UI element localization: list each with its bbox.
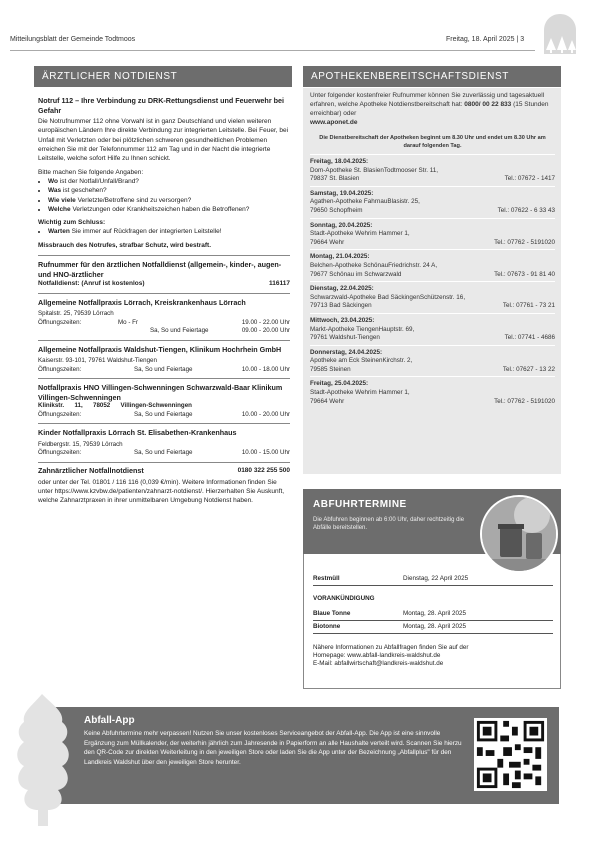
waste-bins-photo (480, 495, 558, 573)
section-heading-aerztlicher-notdienst: ÄRZTLICHER NOTDIENST (34, 66, 292, 87)
apotheken-entry: Freitag, 18.04.2025: Dom-Apotheke St. BlasienTodtmooser Str. 11, 79837 St. Blasien Tel.: 07672 - 1417 (310, 154, 555, 186)
list-item: • Wo ist der Notfall/Unfall/Brand? (48, 177, 290, 186)
clinic-hours-row: Öffnungszeiten: Sa, So und Feiertage 10.00 - 20.00 Uhr (38, 410, 290, 418)
vorankuendigung-title: VORANKÜNDIGUNG (313, 595, 375, 602)
header-date-page: Freitag, 18. April 2025 | 3 (446, 36, 525, 43)
missbrauch-notice: Missbrauch des Notrufes, strafbar Schutz, wird bestraft. (38, 241, 212, 249)
clinic-villingen (38, 383, 290, 419)
clinic-title: Kinder Notfallpraxis Lörrach St. Elisabethen-Krankenhaus (38, 428, 237, 438)
rufnummer-title: Rufnummer für den ärztlichen Notfalldienst (allgemein-, kinder-, augen- und HNO-ärztlicher (38, 260, 282, 279)
zahn-row (38, 466, 290, 476)
clinic-waldshut (38, 345, 290, 375)
abfuhr-subtitle: Die Abfuhren beginnen ab 6:00 Uhr, daher rechtzeitig die Abfälle bereitstellen. (313, 517, 465, 531)
list-item: • Welche Verletzungen oder Krankheitszeichen haben die Betroffenen? (48, 205, 290, 214)
abfall-app-text: Keine Abfuhrtermine mehr verpassen! Nutzen Sie unser kostenloses Serviceangebot der Abfall-App. Die App ist eine sinnvolle Ergänzung zum Müllkalender, der weiterhin jährlich zum Jahresende in Papierform an alle Haushalte verteilt wird. Scannen Sie hierzu den QR-Code zur direkten Weiterleitung in den jeweiligen Store oder laden Sie die App unter der Bezeichnung „Abfallplus" für den Landkreis Waldshut über den jeweiligen Store herunter. (84, 730, 462, 766)
header-publication: Mitteilungsblatt der Gemeinde Todtmoos (10, 36, 136, 43)
rufnummer-label: Notfalldienst: (Anruf ist kostenlos) (38, 280, 145, 288)
restmuell-row: Restmüll Dienstag, 22 April 2025 (313, 573, 553, 586)
apotheken-content (310, 91, 555, 408)
apotheken-intro: Unter folgender kostenfreier Rufnummer können Sie zuverlässig und tagesaktuell erfahren, welche Apotheke Notdienstbereitschaft hat: 0800/ 00 22 833 (15 Stunden erreichbar) oder www.aponet.de (310, 91, 555, 127)
apotheken-entry: Montag, 21.04.2025: Belchen-Apotheke SchönauFriedrichstr. 24 A, 79677 Schönau im Schwarzwald Tel.: 07673 - 91 81 40 (310, 249, 555, 281)
apotheken-entry: Sonntag, 20.04.2025: Stadt-Apotheke Wehrim Hammer 1, 79664 Wehr Tel.: 07762 - 5191020 (310, 218, 555, 250)
apotheken-entry: Freitag, 25.04.2025: Stadt-Apotheke Wehrim Hammer 1, 79664 Wehr Tel.: 07762 - 5191020 (310, 376, 555, 408)
abfuhr-title: ABFUHRTERMINE (313, 499, 407, 510)
apotheken-web-link[interactable]: www.aponet.de (310, 119, 358, 126)
clinic-hours-row: Öffnungszeiten: Mo - Fr 19.00 - 22.00 Uhr (38, 318, 290, 326)
apotheken-entry: Donnerstag, 24.04.2025: Apotheke am Eck SteinenKirchstr. 2, 79585 Steinen Tel.: 07627 - 13 22 (310, 345, 555, 377)
section-heading-apotheken: APOTHEKENBEREITSCHAFTSDIENST (303, 66, 561, 87)
clinic-title: Allgemeine Notfallpraxis Lörrach, Kreiskrankenhaus Lörrach (38, 297, 246, 307)
apotheken-note: Die Dienstbereitschaft der Apotheken beginnt um 8.30 Uhr und endet um 8.30 Uhr am darauf folgenden Tag. (319, 135, 546, 149)
clinic-address: Kaiserstr. 93-101, 79761 Waldshut-Tiengen (38, 357, 157, 365)
aerztlicher-notdienst-content (38, 96, 290, 505)
angaben-list (38, 177, 290, 214)
clinic-hours-row: Sa, So und Feiertage 09.00 - 20.00 Uhr (150, 327, 290, 335)
clinic-hours-row: Öffnungszeiten: Sa, So und Feiertage 10.00 - 15.00 Uhr (38, 449, 290, 457)
notruf-title: Notruf 112 – Ihre Verbindung zu DRK-Rettungsdienst und Feuerwehr bei Gefahr (38, 96, 284, 115)
abfuhr-homepage-link[interactable]: Homepage: www.abfall-landkreis-waldshut.de (313, 652, 441, 659)
clinic-kinder-loerrach (38, 428, 290, 458)
divider (38, 293, 290, 294)
header-rule (10, 50, 535, 51)
apotheken-entry: Samstag, 19.04.2025: Agathen-Apotheke FahrnauBlasistr. 25, 79650 Schopfheim Tel.: 07622 - 6 33 43 (310, 186, 555, 218)
apotheken-entry: Mittwoch, 23.04.2025: Markt-Apotheke TiengenHauptstr. 69, 79761 Waldshut-Tiengen Tel.: 07741 - 4686 (310, 313, 555, 345)
clinic-title: Allgemeine Notfallpraxis Waldshut-Tiengen, Klinikum Hochrhein GmbH (38, 344, 282, 354)
apotheken-entry: Dienstag, 22.04.2025: Schwarzwald-Apotheke Bad SäckingenSchützenstr. 16, 79713 Bad Säckingen Tel.: 07761 - 73 21 (310, 281, 555, 313)
zahn-title: Zahnärztlicher Notfallnotdienst (38, 465, 144, 475)
divider (38, 378, 290, 379)
notruf-text: Die Notrufnummer 112 ohne Vorwahl ist in ganz Deutschland und vielen weiteren europäischen Ländern Ihre direkte Verbindung zur integrierten Leitstelle. Bei Feuer, bei Unfall mit Verletzten oder bei plötzlichen schweren gesundheitlichen Problemen erreichen Sie mit der Telefonnummer 112 am Tag und in der Nacht die integrierte Leitstelle, welche sofort Hilfe zu Ihnen schickt. (38, 118, 289, 163)
divider (38, 462, 290, 463)
rufnummer-value: 116117 (269, 280, 290, 288)
abfuhr-email-link[interactable]: E-Mail: abfallwirtschaft@landkreis-waldshut.de (313, 660, 444, 667)
list-item: • Warten Sie immer auf Rückfragen der integrierten Leitstelle! (48, 227, 290, 236)
abfuhr-more-info: Nähere Informationen zu Abfallfragen finden Sie auf der (313, 644, 469, 651)
clinic-hours-row: Öffnungszeiten: Sa, So und Feiertage 10.00 - 18.00 Uhr (38, 365, 290, 373)
rufnummer-row (38, 279, 290, 288)
divider (38, 255, 290, 256)
apotheken-phone: 0800/ 00 22 833 (464, 101, 512, 108)
tree-icon (10, 692, 75, 827)
angaben-intro: Bitte machen Sie folgende Angaben: (38, 168, 144, 176)
clinic-address: Spitalstr. 25, 79539 Lörrach (38, 309, 114, 317)
abfuhr-row: Blaue Tonne Montag, 28. April 2025 (313, 608, 553, 621)
abfuhr-row: Biotonne Montag, 28. April 2025 (313, 621, 553, 634)
schluss-intro: Wichtig zum Schluss: (38, 219, 106, 227)
divider (38, 340, 290, 341)
clinic-loerrach (38, 298, 290, 336)
clinic-address: Klinikstr. 11, 78052 Villingen-Schwenningen (38, 402, 192, 410)
clinic-title: Notfallpraxis HNO Villingen-Schwenningen Schwarzwald-Baar Klinikum Villingen-Schwenningen (38, 383, 283, 402)
trees-icon (532, 12, 588, 54)
list-item: • Wie viele Verletzte/Betroffene sind zu versorgen? (48, 196, 290, 205)
list-item: • Was ist geschehen? (48, 186, 290, 195)
divider (38, 423, 290, 424)
qr-code[interactable] (474, 718, 547, 791)
zahn-text: oder unter der Tel. 01801 / 116 116 (0,039 €/min). Weitere Informationen finden Sie unter https://www.kzvbw.de/patienten/zahnarzt-notdienst/. Hierzerhalten Sie Auskunft, welche Zahnarztpraxen in ihrer unmittelbaren Umgebung Notdienst haben. (38, 478, 285, 505)
abfuhr-content (313, 573, 553, 668)
zahn-phone: 0180 322 255 500 (237, 466, 290, 474)
schluss-list (38, 227, 290, 236)
clinic-address: Feldbergstr. 15, 79539 Lörrach (38, 440, 123, 448)
abfall-app-title: Abfall-App (84, 715, 135, 726)
